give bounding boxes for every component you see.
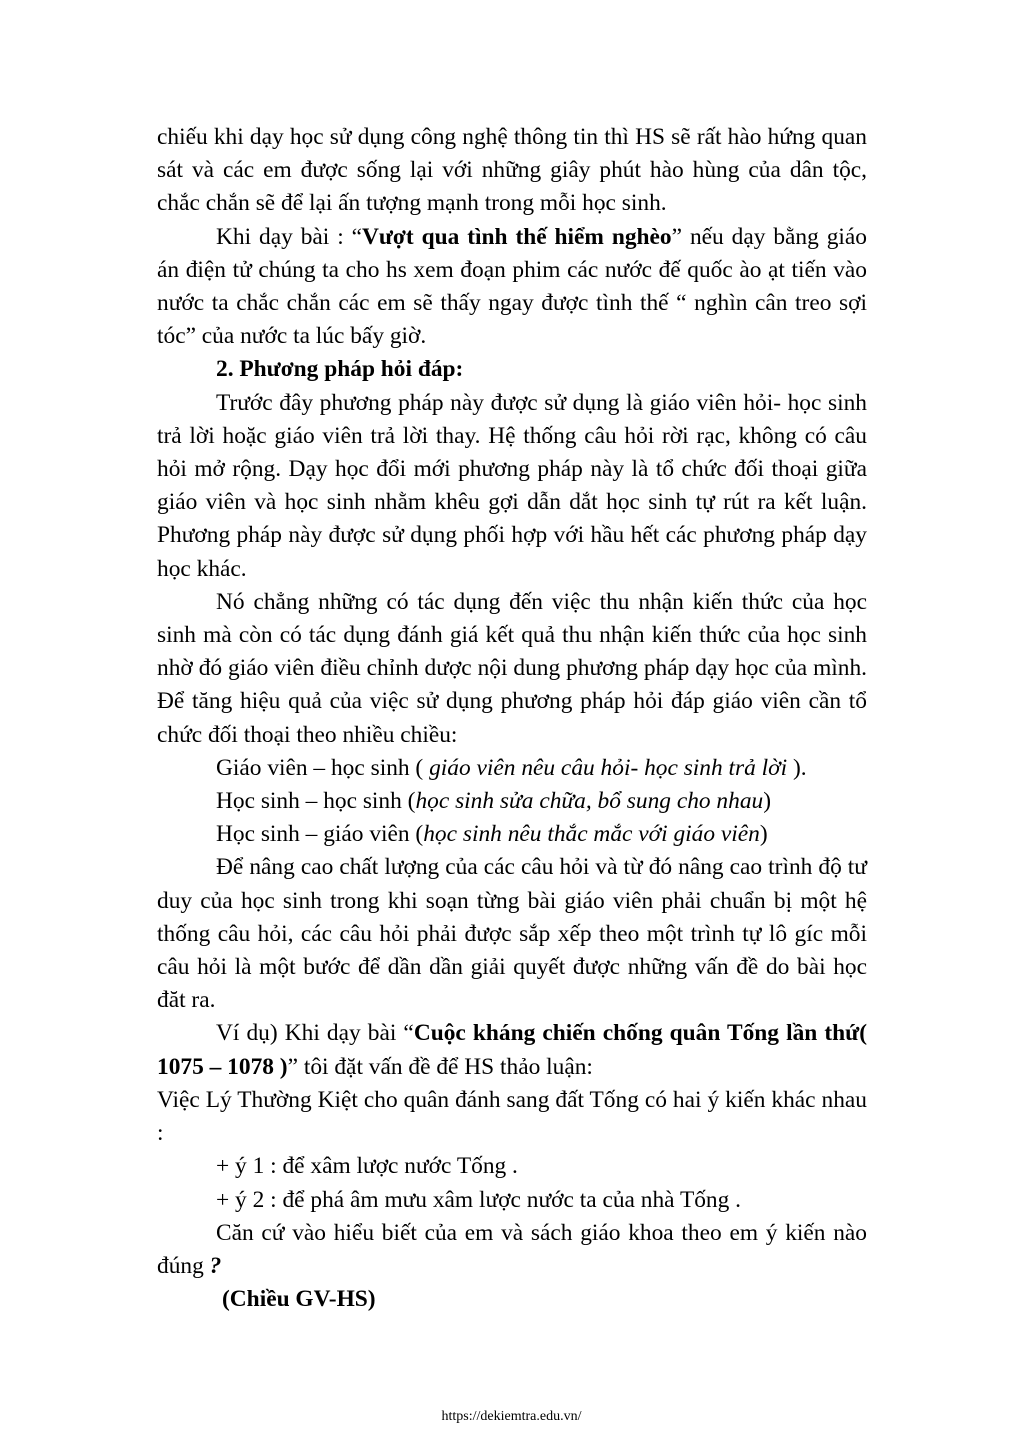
italic-note: học sinh nêu thắc mắc với giáo viên (423, 821, 760, 848)
text-span: Căn cứ vào hiểu biết của em và sách giáo khoa theo em ý kiến nào đúng (157, 1219, 867, 1279)
text-span: ) (763, 788, 772, 815)
italic-note: giáo viên nêu câu hỏi- học sinh trả lời (429, 754, 788, 781)
opinion-1: + ý 1 : để xâm lược nước Tống . (216, 1153, 518, 1180)
section-heading: 2. Phương pháp hỏi đáp: (216, 356, 464, 383)
direction-label: (Chiều GV-HS) (222, 1286, 376, 1313)
text-span: ) (759, 821, 768, 848)
paragraph-discussion: Việc Lý Thường Kiệt cho quân đánh sang đất Tống có hai ý kiến khác nhau : (157, 1086, 867, 1147)
dialogue-direction-1 (157, 752, 867, 785)
italic-note: học sinh sửa chữa, bổ sung cho nhau (415, 788, 764, 815)
lesson-title: Vượt qua tình thế hiểm nghèo (362, 223, 672, 250)
text-span: ). (787, 754, 807, 781)
text-span: Khi dạy bài : “ (216, 223, 362, 250)
paragraph-intro: chiếu khi dạy học sử dụng công nghệ thông tin thì HS sẽ rất hào hứng quan sát và các em được sống lại với những giây phút hào hùng của dân tộc, chắc chắn sẽ để lại ấn tượng mạnh trong mỗi học sinh. (157, 124, 867, 217)
paragraph-method-description: Trước đây phương pháp này được sử dụng là giáo viên hỏi- học sinh trả lời hoặc giáo viên trả lời thay. Hệ thống câu hỏi rời rạc, không có câu hỏi mở rộng. Dạy học đổi mới phương pháp này là tổ chức đối thoại giữa giáo viên và học sinh nhằm khêu gợi dẫn dắt học sinh tự rút ra kết luận. Phương pháp này được sử dụng phối hợp với hầu hết các phương pháp dạy học khác. (157, 389, 867, 582)
footer-url[interactable]: https://dekiemtra.edu.vn/ (441, 1409, 582, 1424)
text-span: Học sinh – học sinh ( (216, 788, 416, 815)
text-span: Ví dụ) Khi dạy bài “ (216, 1020, 414, 1047)
text-span: ” nếu dạy bằng giáo án điện tử chúng ta cho hs xem đoạn phim các nước đế quốc ào ạt tiến vào nước ta chắc chắn các em sẽ thấy ngay được tình thế “ nghìn cân treo sợi tóc” của nước ta lúc bấy giờ. (157, 223, 867, 350)
dialogue-direction-2 (157, 785, 867, 818)
lesson-title: Cuộc kháng chiến chống quân Tống lần thứ( 1075 – 1078 ) (157, 1020, 867, 1080)
text-span: Giáo viên – học sinh ( (216, 754, 430, 781)
text-span: Học sinh – giáo viên ( (216, 821, 424, 848)
text-span: ” tôi đặt vấn đề để HS thảo luận: (287, 1053, 593, 1080)
question-mark: ? (209, 1252, 222, 1279)
opinion-2: + ý 2 : để phá âm mưu xâm lược nước ta của nhà Tống . (216, 1186, 742, 1213)
dialogue-direction-3 (157, 818, 867, 851)
paragraph-question (157, 1217, 867, 1283)
paragraph-question-quality: Để nâng cao chất lượng của các câu hỏi và từ đó nâng cao trình độ tư duy của học sinh trong khi soạn từng bài giáo viên phải chuẩn bị một hệ thống câu hỏi, các câu hỏi phải được sắp xếp theo một trình tự lô gíc mỗi câu hỏi là một bước để dần dần giải quyết được những vấn đề do bài học đăt ra. (157, 854, 867, 1014)
paragraph-method-effects: Nó chẳng những có tác dụng đến việc thu nhận kiến thức của học sinh mà còn có tác dụng đánh giá kết quả thu nhận kiến thức của học sinh nhờ đó giáo viên điều chỉnh dược nội dung phương pháp dạy học của mình. Để tăng hiệu quả của việc sử dụng phương pháp hỏi đáp giáo viên cần tổ chức đối thoại theo nhiều chiều: (157, 588, 867, 748)
document-page (157, 121, 867, 1316)
paragraph-example (157, 1017, 867, 1083)
paragraph-lesson-example (157, 221, 867, 354)
